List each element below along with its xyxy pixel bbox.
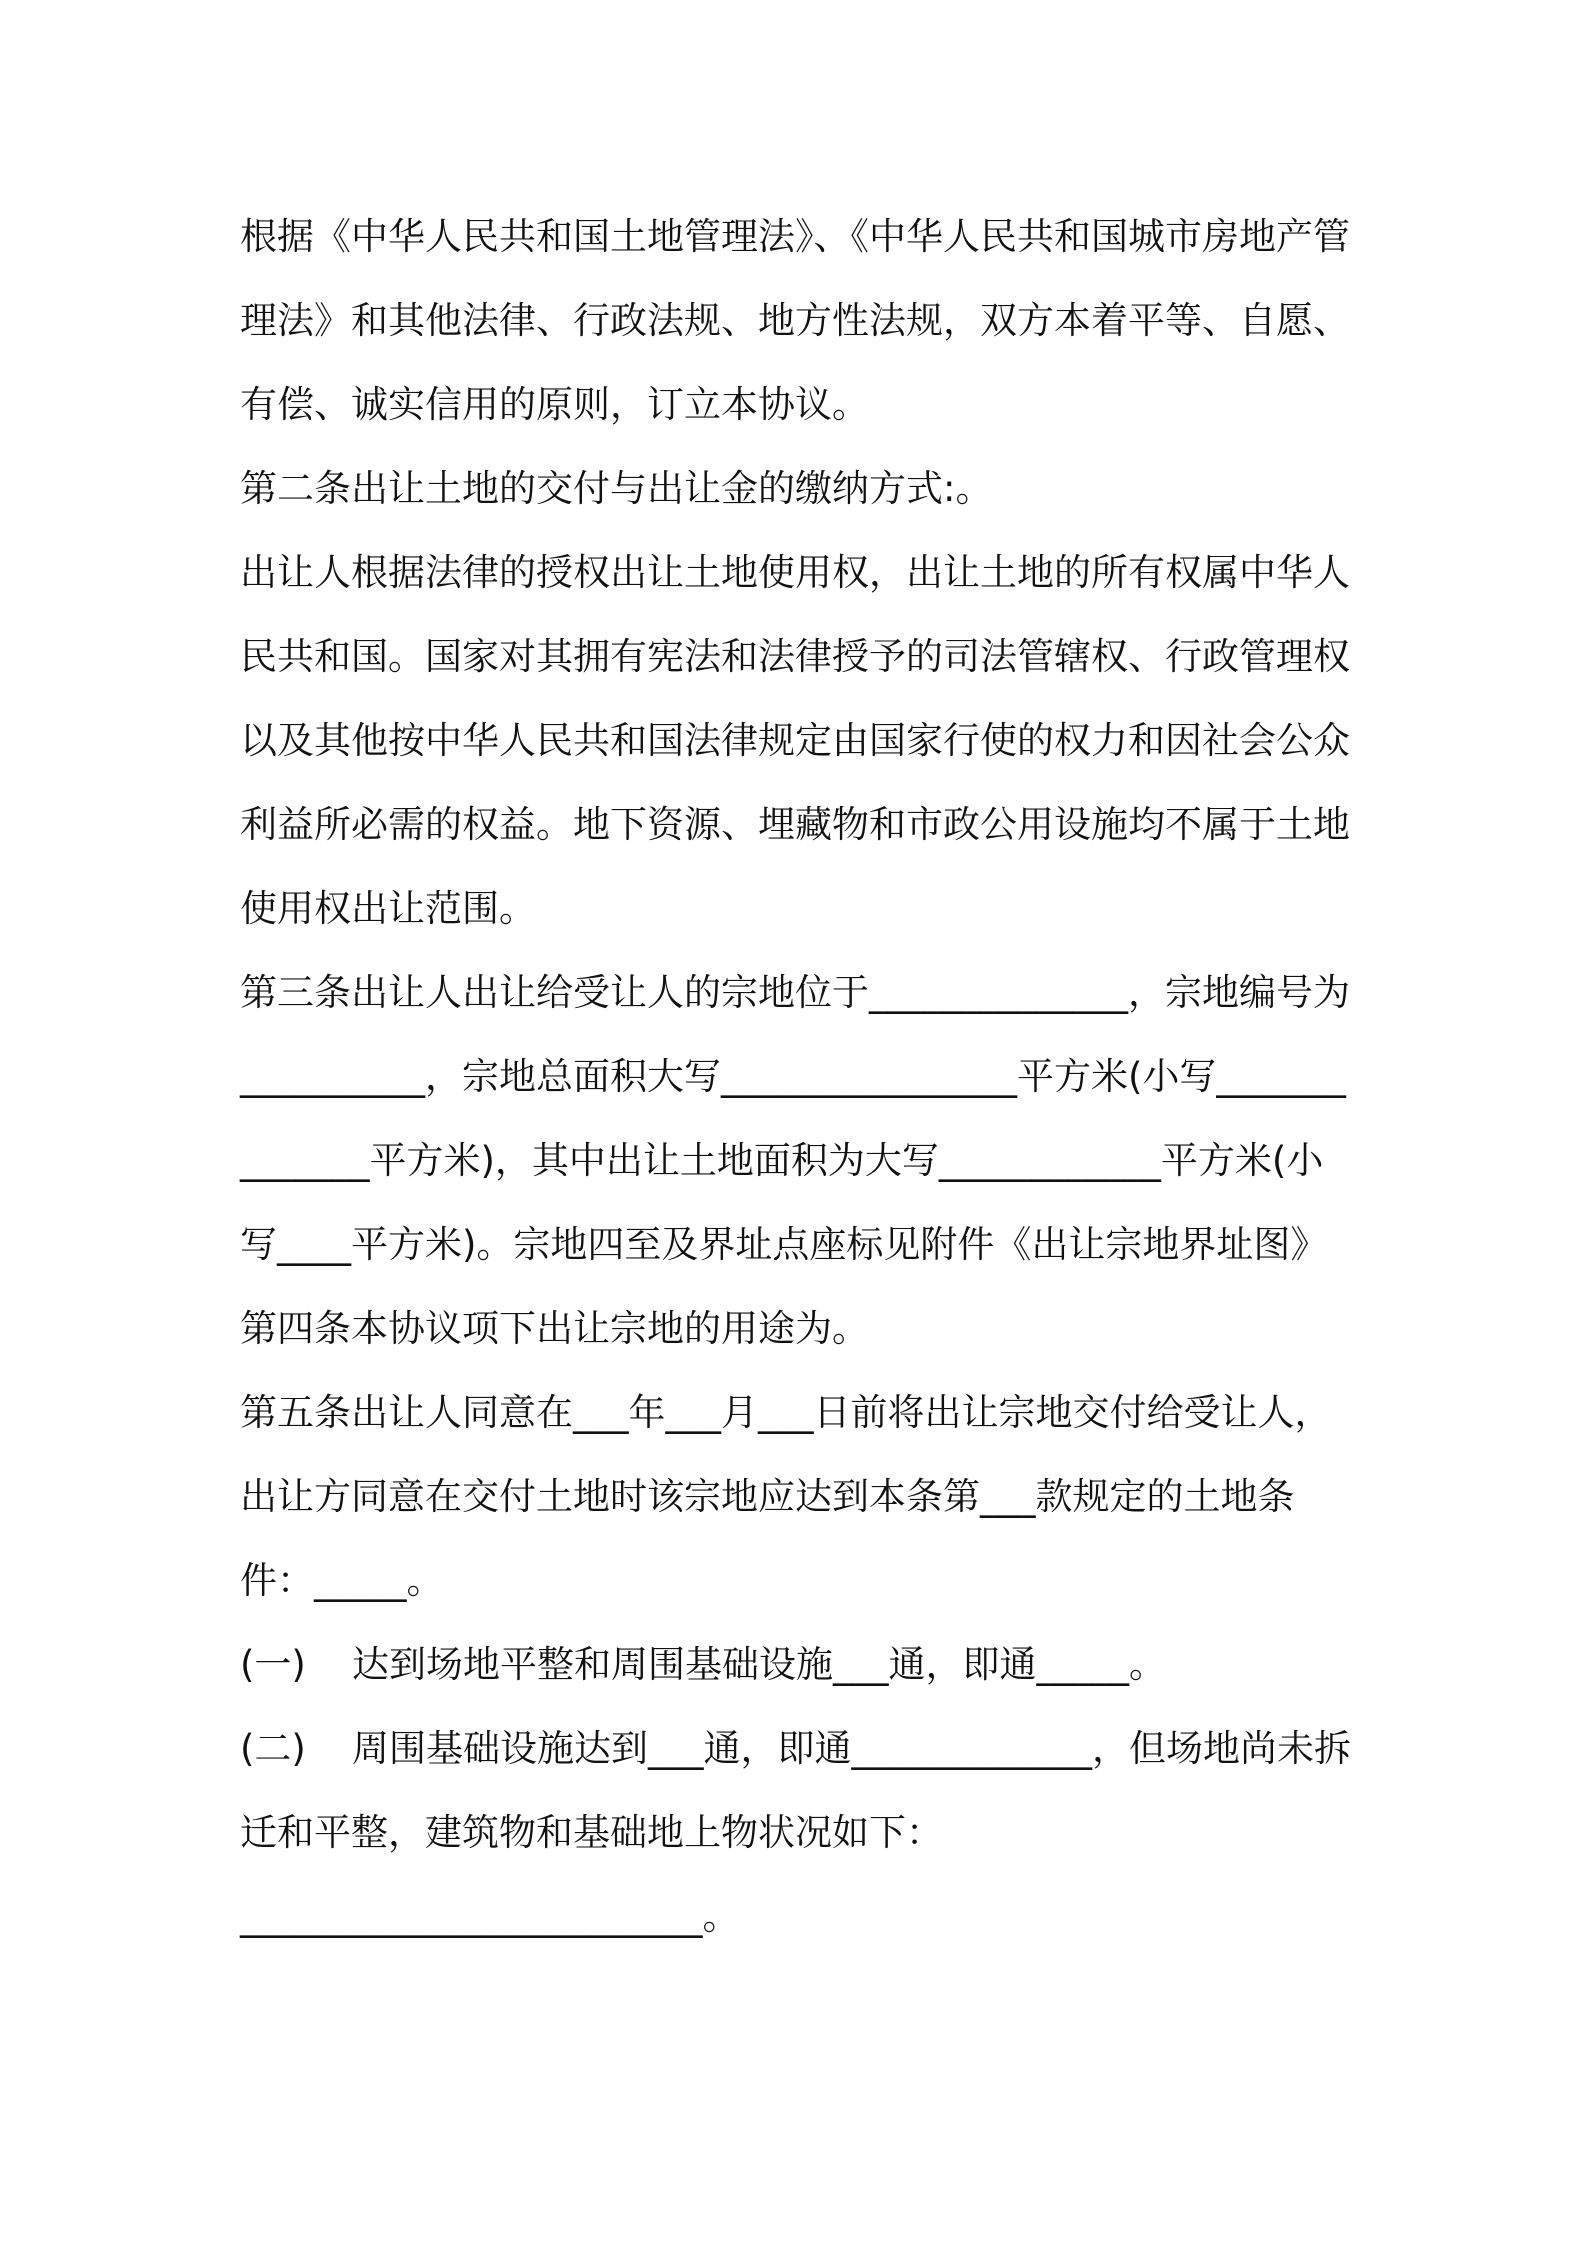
- article-4-paragraph: 第四条本协议项下出让宗地的用途为。: [240, 1307, 869, 1350]
- list-item: [240, 1623, 1360, 1707]
- list-item-number: (二): [240, 1727, 306, 1770]
- document-body: [240, 195, 1360, 1959]
- ownership-paragraph: 出让人根据法律的授权出让土地使用权，出让土地的所有权属中华人民共和国。国家对其拥有宪法和法律授予的司法管辖权、行政管理权以及其他按中华人民共和国法律规定由国家行使的权力和因社会公众利益所必需的权益。地下资源、埋藏物和市政公用设施均不属于土地使用权出让范围。: [240, 551, 1350, 930]
- list-item-number: (一): [240, 1643, 306, 1686]
- closing-line: _________________________。: [240, 1895, 740, 1938]
- list-item-text: 周围基础设施达到___通，即通_____________，但场地尚未拆迁和平整，建筑物和基础地上物状况如下：: [240, 1727, 1351, 1854]
- article-2-heading: 第二条出让土地的交付与出让金的缴纳方式:。: [240, 467, 993, 510]
- list-item-text: 达到场地平整和周围基础设施___通，即通_____。: [352, 1643, 1166, 1686]
- preamble-paragraph: 根据《中华人民共和国土地管理法》、《中华人民共和国城市房地产管理法》和其他法律、行政法规、地方性法规，双方本着平等、自愿、有偿、诚实信用的原则，订立本协议。: [240, 215, 1350, 426]
- list-item: [240, 1707, 1360, 1875]
- article-5-paragraph: 第五条出让人同意在___年___月___日前将出让宗地交付给受让人，出让方同意在交付土地时该宗地应达到本条第___款规定的土地条件：_____。: [240, 1391, 1332, 1602]
- article-3-paragraph: 第三条出让人出让给受让人的宗地位于______________，宗地编号为__________，宗地总面积大写________________平方米(小写______________平方米)，其中出让土地面积为大写____________平方米(小写____平方米)。宗地四至及界址点座标见附件《出让宗地界址图》: [240, 971, 1350, 1266]
